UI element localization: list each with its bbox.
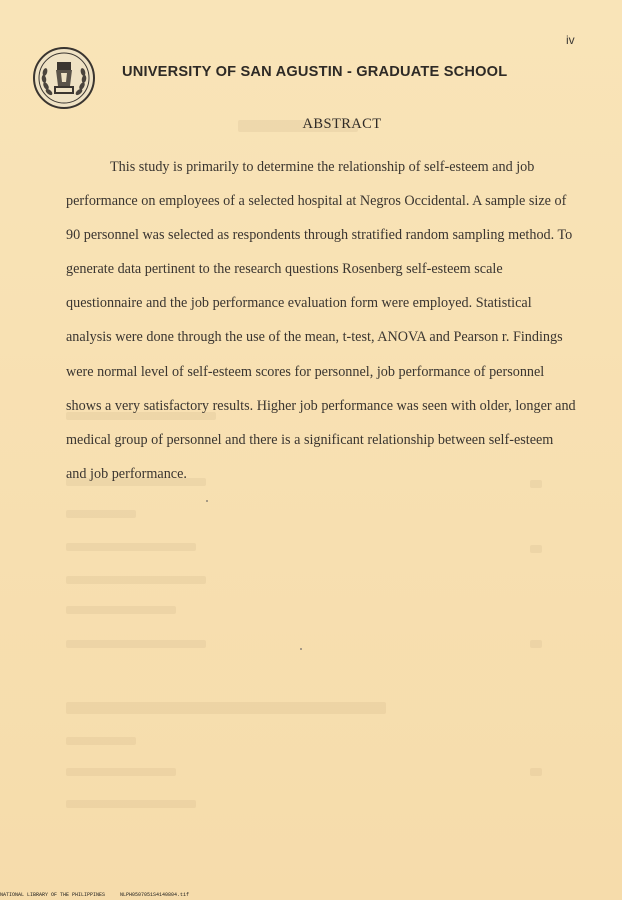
abstract-line: performance on employees of a selected hospital at Negros Occidental. A sample size of [66,193,567,210]
abstract-line: This study is primarily to determine the relationship of self-esteem and job [110,159,535,175]
bleed-through-mark [66,800,196,808]
scan-footer [0,891,622,900]
page-number: iv [566,33,575,47]
bleed-through-mark [66,606,176,614]
bleed-through-mark [66,737,136,745]
bleed-through-mark [530,768,542,776]
bleed-through-mark [530,545,542,553]
bleed-through-mark [66,510,136,518]
abstract-line: questionnaire and the job performance evaluation form were employed. Statistical [66,295,532,312]
bleed-through-mark [66,640,206,648]
abstract-heading: ABSTRACT [302,116,382,132]
bleed-through-mark [66,768,176,776]
abstract-line: 90 personnel was selected as respondents through stratified random sampling method. To [66,227,573,244]
institution-title: UNIVERSITY OF SAN AGUSTIN - GRADUATE SCHOOL [122,64,508,80]
bleed-through-mark [66,543,196,551]
bleed-through-mark [66,702,386,714]
abstract-line: medical group of personnel and there is a significant relationship between self-esteem [66,431,554,448]
scan-speck [300,648,302,650]
abstract-line: analysis were done through the use of the mean, t-test, ANOVA and Pearson r. Findings [66,329,563,346]
abstract-body [66,150,584,491]
abstract-line: shows a very satisfactory results. Higher job performance was seen with older, longer and [66,397,576,414]
footer-library: NATIONAL LIBRARY OF THE PHILIPPINES [0,892,106,898]
abstract-line: and job performance. [66,465,187,482]
bleed-through-mark [530,640,542,648]
university-seal-icon [32,46,96,110]
footer-code: NLPH0507051S4140804.tif [120,892,190,898]
abstract-line: generate data pertinent to the research questions Rosenberg self-esteem scale [66,261,503,278]
abstract-line: were normal level of self-esteem scores for personnel, job performance of personnel [66,363,545,380]
scan-speck [206,500,208,502]
bleed-through-mark [66,576,206,584]
